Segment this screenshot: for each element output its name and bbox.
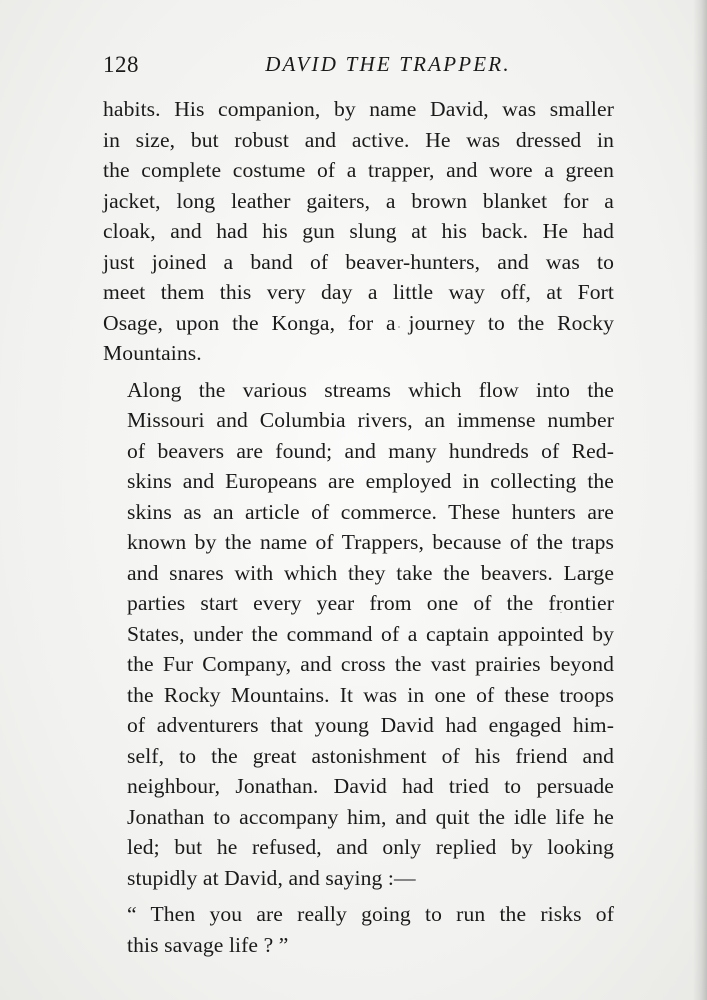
paper-speck (398, 326, 400, 328)
text-line: this savage life ? ” (127, 932, 289, 957)
text-line: Missouri and Columbia rivers, an immense number (127, 408, 614, 432)
text-line: Along the various streams which flow into the (127, 377, 614, 402)
page-edge-shadow (693, 0, 707, 1000)
text-line: known by the name of Trappers, because of the traps (127, 530, 614, 554)
text-line: self, to the great astonishment of his friend and (127, 743, 614, 768)
body-text (103, 94, 614, 960)
text-line: cloak, and had his gun slung at his back. He had (103, 219, 614, 243)
text-line: neighbour, Jonathan. David had tried to persuade (127, 774, 614, 798)
text-line: in size, but robust and active. He was dressed in (103, 127, 614, 152)
text-line: habits. His companion, by name David, was smaller (103, 97, 614, 121)
page-number: 128 (103, 52, 139, 77)
running-head (103, 52, 613, 82)
text-line: Jonathan to accompany him, and quit the idle life he (127, 804, 614, 829)
text-line: and snares with which they take the beavers. Large (127, 560, 614, 585)
text-line: of adventurers that young David had engaged him- (127, 713, 614, 737)
text-line: Osage, upon the Konga, for a journey to the Rocky (103, 310, 614, 335)
text-line: skins as an article of commerce. These hunters are (127, 499, 614, 524)
paper-speck (212, 951, 214, 953)
text-line: led; but he refused, and only replied by looking (127, 835, 614, 859)
paper-speck (560, 612, 562, 613)
text-line: skins and Europeans are employed in collecting the (127, 469, 614, 493)
text-line: of beavers are found; and many hundreds of Red- (127, 438, 614, 463)
paragraph (103, 94, 614, 369)
paragraph (103, 899, 614, 960)
text-line: the complete costume of a trapper, and wore a green (103, 158, 614, 182)
paragraph (103, 375, 614, 894)
text-line: the Fur Company, and cross the vast prairies beyond (127, 652, 614, 676)
running-title: DAVID THE TRAPPER. (265, 52, 511, 76)
text-line: the Rocky Mountains. It was in one of these troops (127, 682, 614, 707)
text-line: Mountains. (103, 341, 202, 365)
text-line: “ Then you are really going to run the risks of (127, 902, 614, 926)
text-line: parties start every year from one of the frontier (127, 591, 614, 615)
text-line: meet them this very day a little way off, at Fort (103, 280, 614, 304)
text-line: jacket, long leather gaiters, a brown blanket for a (103, 188, 614, 213)
text-line: just joined a band of beaver-hunters, and was to (103, 249, 614, 274)
text-line: stupidly at David, and saying :— (127, 865, 416, 890)
text-line: States, under the command of a captain appointed by (127, 621, 614, 646)
